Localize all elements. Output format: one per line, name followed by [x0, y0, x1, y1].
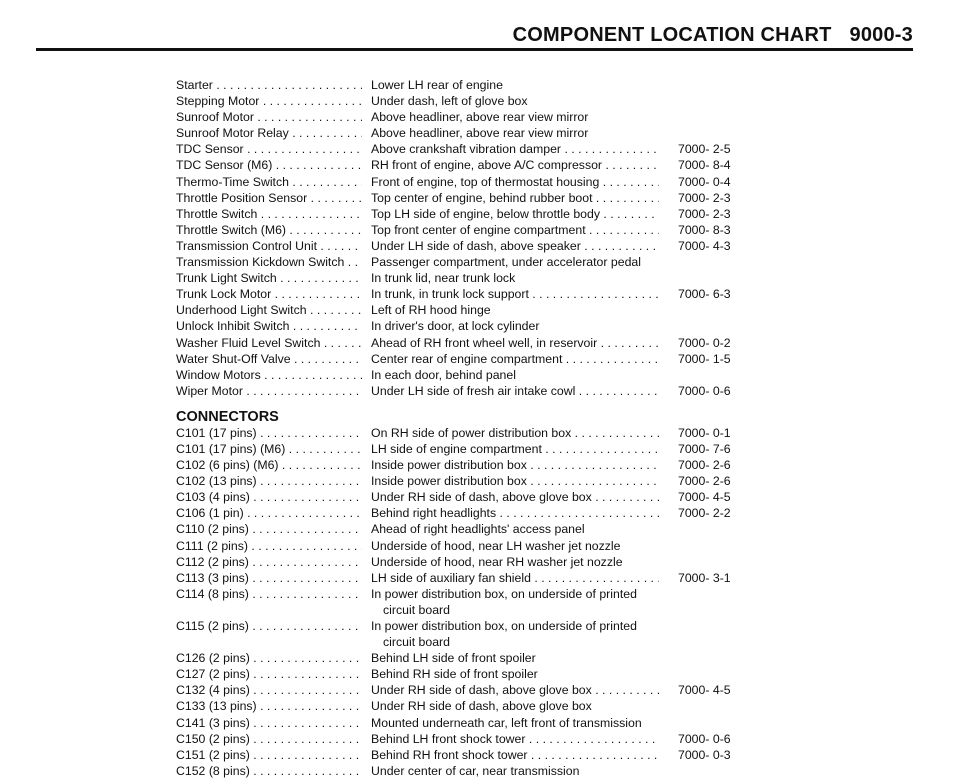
item-name: Sunroof Motor Relay . . . [176, 125, 362, 141]
item-location: RH front of engine, above A/C compressor . . . [371, 157, 659, 173]
item-name: Trunk Lock Motor . . . [176, 286, 362, 302]
chart-row [176, 141, 756, 157]
item-location: Above crankshaft vibration damper . . . [371, 141, 659, 157]
chart-row [176, 318, 756, 334]
chart-row [176, 174, 756, 190]
header-rule [36, 48, 913, 51]
item-name: Underhood Light Switch . . . [176, 302, 362, 318]
item-reference: 7000- 0-6 [678, 731, 731, 746]
location-chart [176, 77, 756, 779]
item-location: Ahead of right headlights' access panel [371, 522, 585, 537]
item-name: C150 (2 pins) . . . [176, 731, 362, 747]
chart-row [176, 238, 756, 254]
item-reference: 7000- 7-6 [678, 441, 731, 456]
chart-row [176, 286, 756, 302]
item-name: Transmission Control Unit . . . [176, 238, 362, 254]
chart-row [176, 157, 756, 173]
chart-row [176, 682, 756, 698]
connectors-list [176, 425, 756, 779]
item-location: Top center of engine, behind rubber boot . . . [371, 190, 659, 206]
item-name: Water Shut-Off Valve . . . [176, 351, 362, 367]
item-name: Washer Fluid Level Switch . . . [176, 335, 362, 351]
connectors-heading: CONNECTORS [176, 408, 279, 425]
chart-row [176, 125, 756, 141]
item-location: Behind RH side of front spoiler [371, 667, 538, 682]
item-location: Above headliner, above rear view mirror [371, 126, 589, 141]
item-name: C133 (13 pins) . . . [176, 698, 362, 714]
item-name: Starter . . . [176, 77, 362, 93]
chart-row [176, 570, 756, 586]
chart-row-continuation [176, 602, 756, 618]
chart-row [176, 93, 756, 109]
item-location: Above headliner, above rear view mirror [371, 110, 589, 125]
item-name: C102 (13 pins) . . . [176, 473, 362, 489]
item-location: LH side of engine compartment . . . [371, 441, 659, 457]
item-location: Inside power distribution box . . . [371, 457, 659, 473]
item-name: Window Motors . . . [176, 367, 362, 383]
item-reference: 7000- 4-5 [678, 683, 731, 698]
item-name: C111 (2 pins) . . . [176, 538, 362, 554]
item-reference: 7000- 1-5 [678, 351, 731, 366]
chart-row [176, 473, 756, 489]
item-reference: 7000- 2-5 [678, 142, 731, 157]
item-name: C112 (2 pins) . . . [176, 554, 362, 570]
item-location: Behind right headlights . . . [371, 505, 659, 521]
item-location: LH side of auxiliary fan shield . . . [371, 570, 659, 586]
item-reference: 7000- 6-3 [678, 287, 731, 302]
item-reference: 7000- 3-1 [678, 570, 731, 585]
chart-row [176, 206, 756, 222]
item-location: Left of RH hood hinge [371, 303, 491, 318]
item-location: Lower LH rear of engine [371, 78, 503, 92]
item-name: C106 (1 pin) . . . [176, 505, 362, 521]
item-location: Inside power distribution box . . . [371, 473, 659, 489]
item-name: C114 (8 pins) . . . [176, 586, 362, 602]
item-name: C151 (2 pins) . . . [176, 747, 362, 763]
chart-row [176, 650, 756, 666]
item-reference: 7000- 0-2 [678, 335, 731, 350]
item-name: Transmission Kickdown Switch . . . [176, 254, 362, 270]
item-reference: 7000- 8-3 [678, 222, 731, 237]
chart-row [176, 222, 756, 238]
chart-row [176, 302, 756, 318]
item-location: Under RH side of dash, above glove box [371, 699, 592, 714]
chart-row [176, 521, 756, 537]
chart-row [176, 586, 756, 602]
item-location: Behind RH front shock tower . . . [371, 747, 659, 763]
item-location: In trunk lid, near trunk lock [371, 271, 516, 286]
chart-row [176, 731, 756, 747]
item-name: C141 (3 pins) . . . [176, 715, 362, 731]
item-name: C115 (2 pins) . . . [176, 618, 362, 634]
item-reference: 7000- 2-3 [678, 190, 731, 205]
item-name: Throttle Switch . . . [176, 206, 362, 222]
item-location: Behind LH front shock tower . . . [371, 731, 659, 747]
chart-row [176, 383, 756, 399]
item-name: TDC Sensor (M6) . . . [176, 157, 362, 173]
item-reference: 7000- 2-6 [678, 458, 731, 473]
item-name: Throttle Position Sensor . . . [176, 190, 362, 206]
item-location: Under RH side of dash, above glove box . . . [371, 682, 659, 698]
chart-row [176, 77, 756, 93]
item-reference: 7000- 4-5 [678, 490, 731, 505]
item-location: In trunk, in trunk lock support . . . [371, 286, 659, 302]
item-location: In power distribution box, on underside of printed [371, 619, 637, 633]
item-location: Passenger compartment, under accelerator pedal [371, 255, 641, 270]
item-location: Under center of car, near transmission [371, 763, 580, 778]
item-name: Stepping Motor . . . [176, 93, 362, 109]
chart-row [176, 190, 756, 206]
chart-row [176, 715, 756, 731]
item-location: Under LH side of fresh air intake cowl . . . [371, 383, 659, 399]
item-name: C126 (2 pins) . . . [176, 650, 362, 666]
page-title: COMPONENT LOCATION CHART [512, 24, 832, 46]
item-name: C113 (3 pins) . . . [176, 570, 362, 586]
item-reference: 7000- 2-6 [678, 474, 731, 489]
item-location: Underside of hood, near LH washer jet nozzle [371, 538, 621, 553]
item-location: Top front center of engine compartment . . . [371, 222, 659, 238]
item-name: C110 (2 pins) . . . [176, 521, 362, 537]
page-number: 9000-3 [849, 24, 913, 46]
item-location: Ahead of RH front wheel well, in reservoir . . . [371, 335, 659, 351]
item-location: Under dash, left of glove box [371, 94, 528, 109]
item-location: Under LH side of dash, above speaker . . . [371, 238, 659, 254]
chart-row [176, 441, 756, 457]
chart-row [176, 698, 756, 714]
item-location: On RH side of power distribution box . . . [371, 425, 659, 441]
item-location: In driver's door, at lock cylinder [371, 319, 540, 334]
item-reference: 7000- 2-3 [678, 206, 731, 221]
item-location-continuation: circuit board [383, 635, 450, 650]
chart-row [176, 457, 756, 473]
chart-row [176, 666, 756, 682]
item-reference: 7000- 0-1 [678, 425, 731, 440]
chart-row [176, 270, 756, 286]
item-location: Underside of hood, near RH washer jet nozzle [371, 554, 623, 569]
item-name: Thermo-Time Switch . . . [176, 174, 362, 190]
chart-row [176, 763, 756, 779]
chart-row [176, 351, 756, 367]
item-location: Front of engine, top of thermostat housing . . . [371, 174, 659, 190]
item-location: Behind LH side of front spoiler [371, 651, 536, 666]
page-header [0, 24, 913, 47]
item-reference: 7000- 0-6 [678, 383, 731, 398]
item-reference: 7000- 4-3 [678, 238, 731, 253]
item-name: C101 (17 pins) . . . [176, 425, 362, 441]
item-name: C103 (4 pins) . . . [176, 489, 362, 505]
chart-row [176, 109, 756, 125]
components-list [176, 77, 756, 399]
chart-row [176, 554, 756, 570]
chart-row [176, 747, 756, 763]
item-name: Trunk Light Switch . . . [176, 270, 362, 286]
item-location: Under RH side of dash, above glove box . . . [371, 489, 659, 505]
item-name: C132 (4 pins) . . . [176, 682, 362, 698]
item-name: Unlock Inhibit Switch . . . [176, 318, 362, 334]
item-name: C127 (2 pins) . . . [176, 666, 362, 682]
item-location-continuation: circuit board [383, 602, 450, 617]
item-reference: 7000- 8-4 [678, 158, 731, 173]
item-name: C101 (17 pins) (M6) . . . [176, 441, 362, 457]
chart-row [176, 254, 756, 270]
item-location: Center rear of engine compartment . . . [371, 351, 659, 367]
item-name: C102 (6 pins) (M6) . . . [176, 457, 362, 473]
item-name: Throttle Switch (M6) . . . [176, 222, 362, 238]
chart-row-continuation [176, 634, 756, 650]
item-location: Mounted underneath car, left front of transmission [371, 715, 642, 730]
item-reference: 7000- 0-3 [678, 747, 731, 762]
chart-row [176, 489, 756, 505]
item-location: In each door, behind panel [371, 367, 516, 382]
item-location: Top LH side of engine, below throttle body . . . [371, 206, 659, 222]
item-name: C152 (8 pins) . . . [176, 763, 362, 779]
chart-row [176, 425, 756, 441]
item-reference: 7000- 0-4 [678, 174, 731, 189]
item-name: TDC Sensor . . . [176, 141, 362, 157]
item-name: Sunroof Motor . . . [176, 109, 362, 125]
chart-row [176, 505, 756, 521]
item-name: Wiper Motor . . . [176, 383, 362, 399]
chart-row [176, 335, 756, 351]
chart-row [176, 618, 756, 634]
chart-row [176, 367, 756, 383]
item-location: In power distribution box, on underside of printed [371, 586, 637, 601]
item-reference: 7000- 2-2 [678, 506, 731, 521]
chart-row [176, 538, 756, 554]
